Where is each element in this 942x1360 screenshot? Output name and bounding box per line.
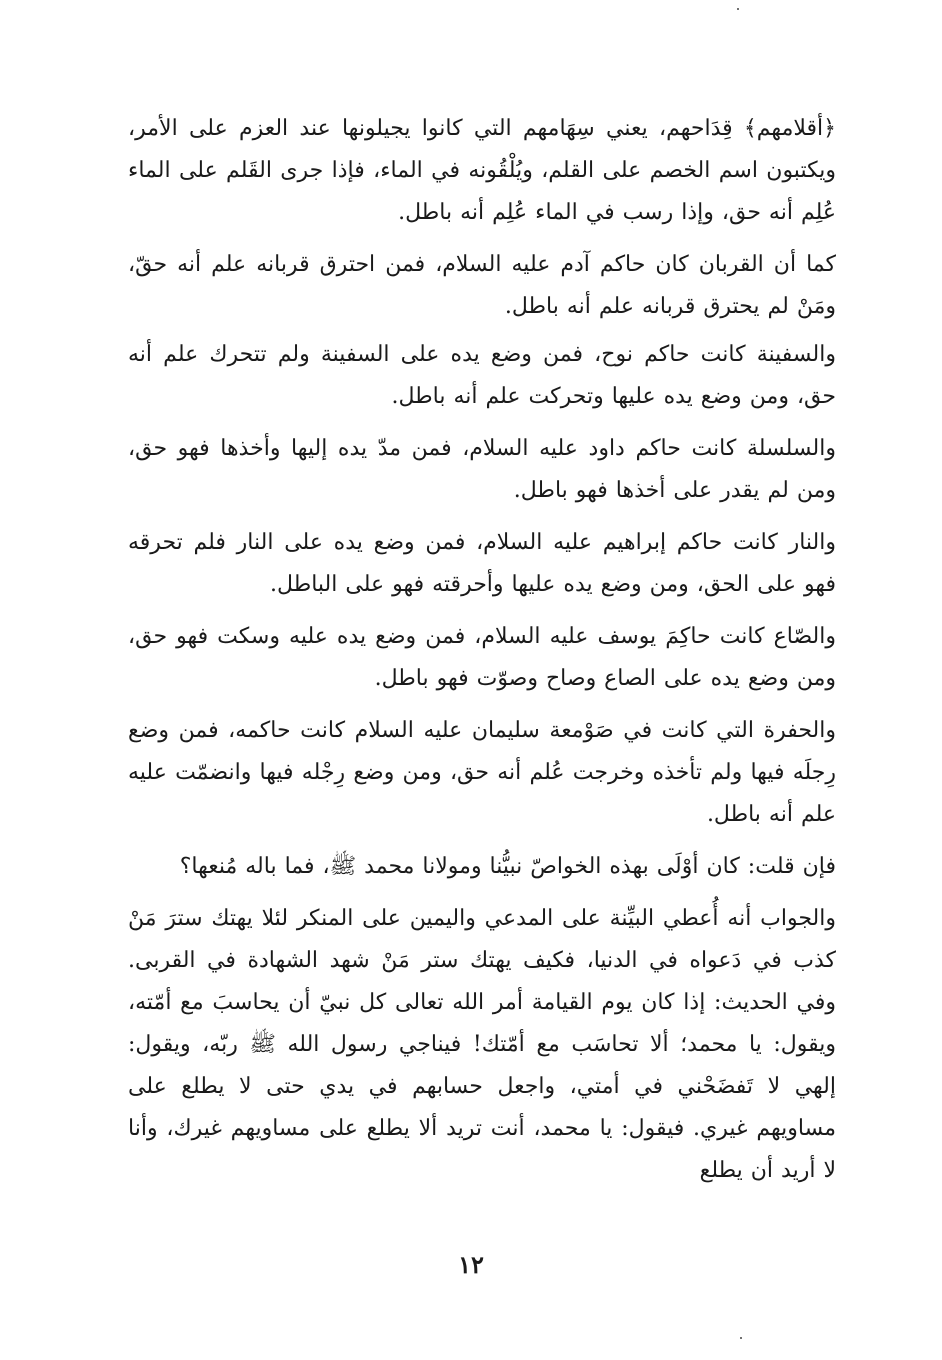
paragraph-8: فإن قلت: كان أوْلَى بهذه الخواصّ نبيُّنا ومولانا محمد ﷺ، فما باله مُنعها؟ bbox=[179, 854, 836, 879]
paragraph-1: ﴿أقلامهم﴾ قِدَاحهم، يعني سِهَامهم التي كانوا يجيلونها عند العزم على الأمر، ويكتبون اسم الخصم على القلم، ويُلْقُونه في الماء، فإذا جرى القَلم على الماء عُلِم أنه حق، وإذا رسب في الماء عُلِم أنه باطل. bbox=[128, 116, 836, 225]
page-number: ١٢ bbox=[458, 1250, 484, 1279]
scan-speck bbox=[740, 1337, 742, 1339]
paragraph-4: والسلسلة كانت حاكم داود عليه السلام، فمن مدّ يده إليها وأخذها فهو حق، ومن لم يقدر على أخذها فهو باطل. bbox=[128, 436, 836, 503]
paragraph-5: والنار كانت حاكم إبراهيم عليه السلام، فمن وضع يده على النار فلم تحرقه فهو على الحق، ومن وضع يده عليها وأحرقته فهو على الباطل. bbox=[128, 530, 836, 597]
paragraph-2: كما أن القربان كان حاكم آدم عليه السلام، فمن احترق قربانه علم أنه حقّ، ومَنْ لم يحترق قربانه علم أنه باطل. bbox=[128, 252, 836, 319]
paragraph-7: والحفرة التي كانت في صَوْمعة سليمان عليه السلام كانت حاكمه، فمن وضع رِجلَه فيها ولم تأخذه وخرجت عُلم أنه حق، ومن وضع رِجْله فيها وانضمّت عليه علم أنه باطل. bbox=[128, 718, 836, 827]
paragraph-6: والصّاع كانت حاكِمَ يوسف عليه السلام، فمن وضع يده عليه وسكت فهو حق، ومن وضع يده على الصاع وصاح وصوّت فهو باطل. bbox=[128, 624, 836, 691]
paragraph-9: والجواب أنه أُعطي البيِّنة على المدعي واليمين على المنكر لئلا يهتك سترَ مَنْ كذب في دَعواه في الدنيا، فكيف يهتك ستر مَنْ شهد الشهادة في القربى. وفي الحديث: إذا كان يوم القيامة أمر الله تعالى كل نبيّ أن يحاسبَ مع أمّته، ويقول: يا محمد؛ ألا تحاسَب مع أمّتك! فيناجي رسول الله ﷺ ربّه، ويقول: إلهي لا تَفضَحْني في أمتي، واجعل حسابهم في يدي حتى لا يطلع على مساويهم غيري. فيقول: يا محمد، أنت تريد ألا يطلع على مساويهم غيرك، وأنا لا أريد أن يطلع bbox=[128, 906, 836, 1183]
paragraph-3: والسفينة كانت حاكم نوح، فمن وضع يده على السفينة ولم تتحرك علم أنه حق، ومن وضع يده عليها وتحركت علم أنه باطل. bbox=[128, 342, 836, 409]
page-body bbox=[128, 108, 836, 1192]
scan-speck bbox=[737, 8, 739, 10]
